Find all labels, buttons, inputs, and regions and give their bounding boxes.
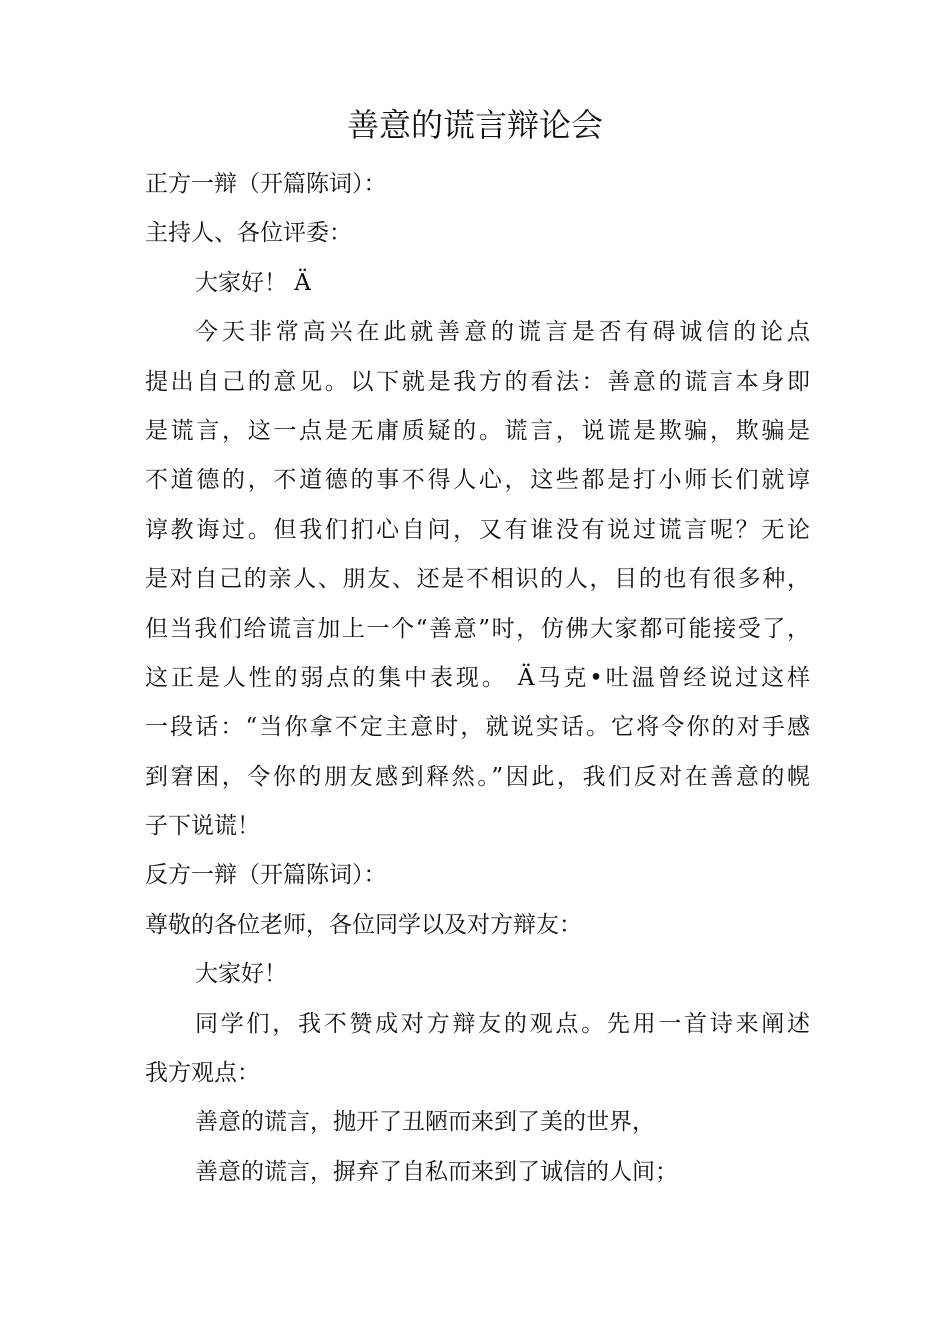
paragraph-line: 到窘困，令你的朋友感到释然。”因此，我们反对在善意的幌 bbox=[145, 763, 810, 790]
paragraph-line: 今天非常高兴在此就善意的谎言是否有碍诚信的论点 bbox=[195, 319, 810, 346]
greeting-line: 大家好！ Ä bbox=[195, 269, 311, 296]
paragraph-line: 不道德的，不道德的事不得人心，这些都是打小师长们就谆 bbox=[145, 467, 810, 494]
paragraph-line: 子下说谎！ bbox=[145, 813, 260, 840]
paragraph-line: 这正是人性的弱点的集中表现。 Ä马克•吐温曾经说过这样 bbox=[145, 664, 810, 691]
salutation-line: 主持人、各位评委： bbox=[145, 220, 352, 247]
speaker-heading-affirmative-first: 正方一辩（开篇陈词）： bbox=[145, 171, 387, 197]
paragraph-line: 我方观点： bbox=[145, 1060, 260, 1087]
paragraph-line: 一段话：“当你拿不定主意时，就说实话。它将令你的对手感 bbox=[145, 714, 810, 741]
paragraph-line: 同学们，我不赞成对方辩友的观点。先用一首诗来阐述 bbox=[195, 1010, 810, 1037]
greeting-line: 大家好！ bbox=[195, 961, 287, 988]
poem-line: 善意的谎言，抛开了丑陋而来到了美的世界， bbox=[195, 1109, 655, 1136]
speaker-heading-negative-first: 反方一辩（开篇陈词）： bbox=[145, 862, 387, 889]
document-body bbox=[145, 160, 810, 1197]
paragraph-line: 提出自己的意见。以下就是我方的看法：善意的谎言本身即 bbox=[145, 368, 810, 395]
paragraph-line: 是对自己的亲人、朋友、还是不相识的人，目的也有很多种， bbox=[145, 566, 810, 593]
salutation-line: 尊敬的各位老师，各位同学以及对方辩友： bbox=[145, 911, 582, 938]
paragraph-line: 是谎言，这一点是无庸质疑的。谎言，说谎是欺骗，欺骗是 bbox=[145, 417, 810, 444]
paragraph-line: 但当我们给谎言加上一个“善意”时，仿佛大家都可能接受了， bbox=[145, 615, 810, 642]
document-title: 善意的谎言辩论会 bbox=[346, 106, 603, 144]
poem-line: 善意的谎言，摒弃了自私而来到了诚信的人间； bbox=[195, 1158, 678, 1185]
paragraph-line: 谆教诲过。但我们扪心自问，又有谁没有说过谎言呢？无论 bbox=[145, 516, 810, 543]
